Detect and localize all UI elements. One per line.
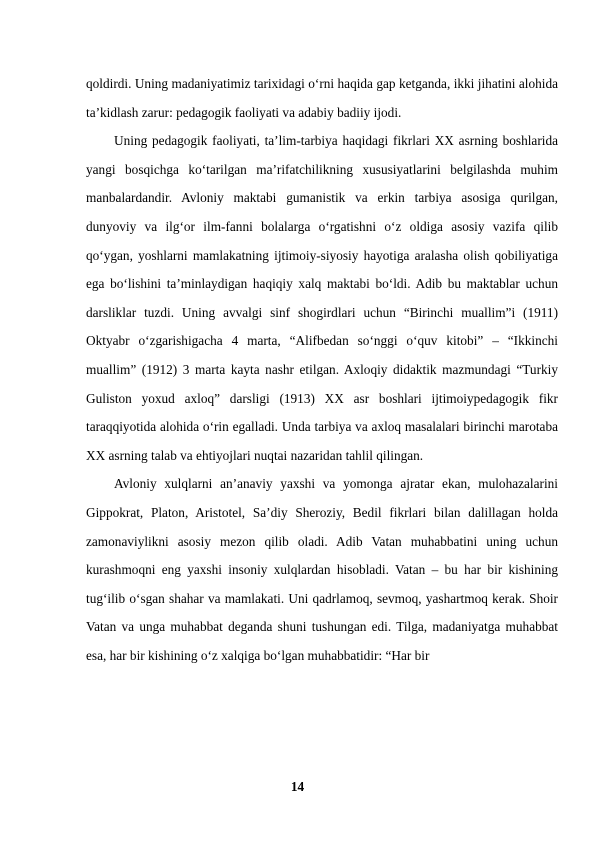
paragraph-1: qoldirdi. Uning madaniyatimiz tarixidagi o‘rni haqida gap ketganda, ikki jihatini alohida ta’kidlash zarur: pedagogik faoliyati va adabiy badiiy ijodi. — [86, 76, 558, 120]
paragraph-2: Uning pedagogik faoliyati, ta’lim-tarbiya haqidagi fikrlari XX asrning boshlarida yangi bosqichga ko‘tarilgan ma’rifatchilikning xususiyatlarini belgilashda muhim manbalardandir. Avloniy maktabi gumanistik va erkin tarbiya asosiga qurilgan, dunyoviy va ilg‘or ilm-fanni bolalarga o‘rgatishni o‘z oldiga asosiy vazifa qilib qo‘ygan, yoshlarni mamlakatning ijtimoiy-siyosiy hayotiga aralasha olish qobiliyatiga ega bo‘lishini ta’minlaydigan haqiqiy xalq maktabi bo‘ldi. Adib bu maktablar uchun darsliklar tuzdi. Uning avvalgi sinf shogirdlari uchun “Birinchi muallim”i (1911) Oktyabr o‘zgarishigacha 4 marta, “Alifbedan so‘nggi o‘quv kitobi” – “Ikkinchi muallim” (1912) 3 marta kayta nashr etilgan. Axloqiy didaktik mazmundagi “Turkiy Guliston yoxud axloq” darsligi (1913) XX asr boshlari ijtimoiypedagogik fikr taraqqiyotida alohida o‘rin egalladi. Unda tarbiya va axloq masalalari birinchi marotaba XX asrning talab va ehtiyojlari nuqtai nazaridan tahlil qilingan. — [86, 133, 558, 463]
page-number: 14 — [290, 779, 305, 794]
paragraph-3: Avloniy xulqlarni an’anaviy yaxshi va yomonga ajratar ekan, mulohazalarini Gippokrat, Platon, Aristotel, Sa’diy Sheroziy, Bedil fikrlari bilan dalillagan holda zamonaviylikni asosiy mezon qilib oladi. Adib Vatan muhabbatini uning uchun kurashmoqni eng yaxshi insoniy xulqlardan hisobladi. Vatan – bu har bir kishining tug‘ilib o‘sgan shahar va mamlakati. Uni qadrlamoq, sevmoq, yashartmoq kerak. Shoir Vatan va unga muhabbat deganda shuni tushungan edi. Tilga, madaniyatga muhabbat esa, har bir kishining o‘z xalqiga bo‘lgan muhabbatidir: “Har bir — [86, 476, 558, 663]
page-body — [86, 70, 558, 670]
